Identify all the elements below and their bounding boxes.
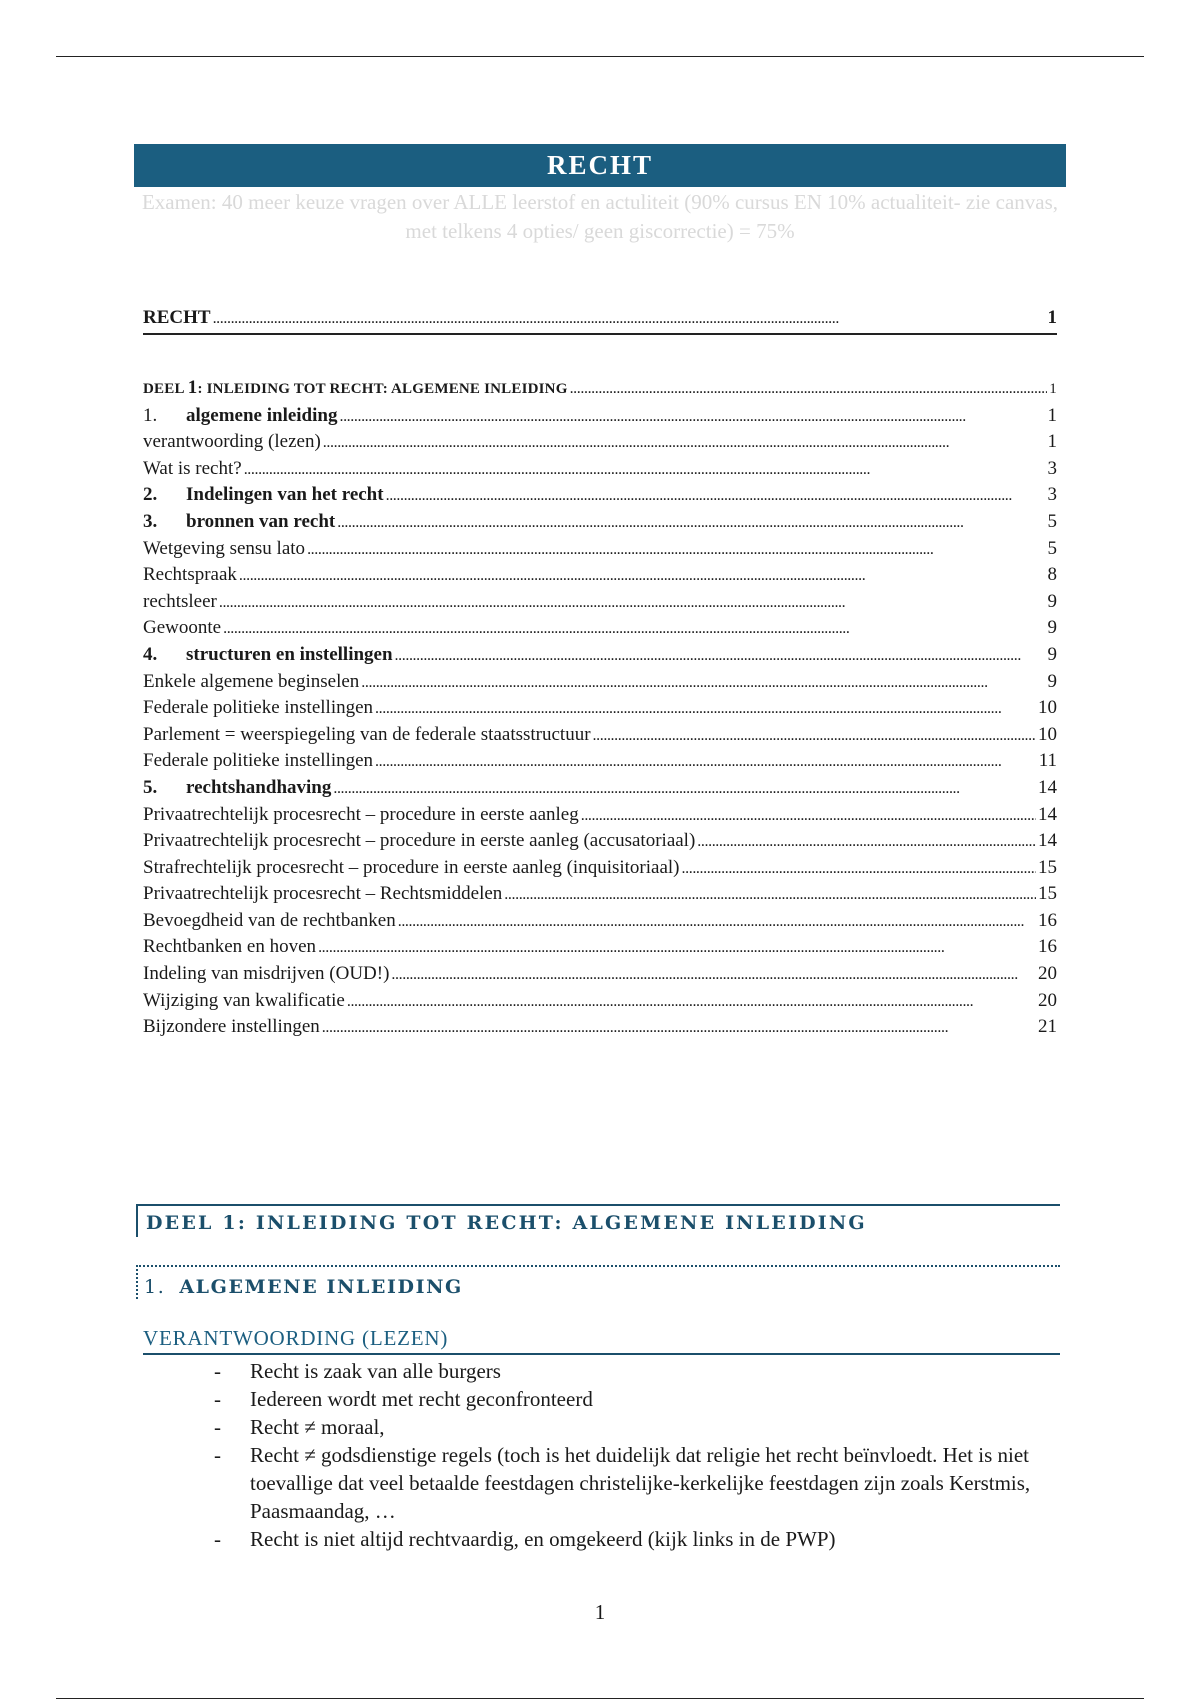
toc-leader: [347, 988, 1036, 1015]
toc-leader: [333, 775, 1036, 802]
bullet-text: Recht is zaak van alle burgers: [250, 1359, 501, 1383]
toc-entry-label: Federale politieke instellingen: [143, 750, 374, 772]
toc-entry-label: Rechtspraak: [143, 564, 237, 586]
toc-entry[interactable]: [143, 855, 1057, 882]
exam-note: Examen: 40 meer keuze vragen over ALLE leerstof en actuliteit (90% cursus EN 10% actualiteit- zie canvas, met telkens 4 opties/ geen giscorrectie) = 75%: [141, 190, 1059, 243]
toc-entry-label: verantwoording (lezen): [143, 431, 321, 453]
toc-entry-page: 9: [1047, 590, 1057, 612]
list-item: [210, 1413, 1065, 1441]
toc-entry[interactable]: [143, 642, 1057, 669]
toc-part-label: [143, 375, 568, 403]
toc-leader: [570, 376, 1048, 403]
toc-leader: [223, 615, 1045, 642]
toc-leader: [318, 934, 1036, 961]
toc-list: [143, 375, 1057, 1041]
toc-entry[interactable]: [143, 934, 1057, 961]
toc-entry-page: 5: [1047, 510, 1057, 532]
chapter-title: ALGEMENE INLEIDING: [179, 1276, 463, 1298]
toc-entry-page: 21: [1038, 1016, 1057, 1038]
toc-entry-page: 11: [1038, 750, 1057, 772]
toc-entry-label: Bevoegdheid van de rechtbanken: [143, 909, 396, 931]
toc-leader: [213, 306, 1046, 331]
bullet-marker: -: [214, 1359, 221, 1383]
toc-entry[interactable]: [143, 589, 1057, 616]
bullet-marker: -: [214, 1387, 221, 1411]
list-item: [210, 1385, 1065, 1413]
toc-entry[interactable]: [143, 961, 1057, 988]
bullet-text: Recht ≠ godsdienstige regels (toch is het duidelijk dat religie het recht beïnvloedt. Het is niet toevallige dat veel betaalde feestdagen christelijke-kerkelijke feestdagen zijn zoals Kerstmis, Paasmaandag, …: [250, 1443, 1031, 1523]
toc-entry-page: 5: [1047, 537, 1057, 559]
toc-entry[interactable]: [143, 988, 1057, 1015]
toc-part-title: : INLEIDING TOT RECHT: ALGEMENE INLEIDING: [197, 381, 568, 397]
toc-entry[interactable]: [143, 403, 1057, 430]
toc-leader: [504, 881, 1036, 908]
toc-entry-page: 16: [1038, 936, 1057, 958]
part-heading: DEEL 1: INLEIDING TOT RECHT: ALGEMENE INLEIDING: [136, 1204, 1060, 1237]
bottom-rule: [56, 1698, 1144, 1699]
chapter-number: 1.: [144, 1276, 166, 1298]
toc-entry-page: 15: [1038, 856, 1057, 878]
toc-entry-label: Privaatrechtelijk procesrecht – procedure in eerste aanleg: [143, 803, 579, 825]
toc-entry[interactable]: [143, 908, 1057, 935]
toc-leader: [244, 456, 1046, 483]
toc-entry-page: 8: [1047, 564, 1057, 586]
toc-entry-label: bronnen van recht: [186, 510, 336, 532]
toc-entry-number: 5.: [143, 776, 158, 798]
toc-entry-label: Wijziging van kwalificatie: [143, 989, 345, 1011]
section-heading: VERANTWOORDING (LEZEN): [143, 1326, 1060, 1355]
bullet-marker: -: [214, 1527, 221, 1551]
toc-entry-label: Wetgeving sensu lato: [143, 537, 306, 559]
toc-main-page: 1: [1047, 307, 1057, 328]
table-of-contents: [143, 306, 1057, 1041]
top-rule: [56, 56, 1144, 57]
toc-entry-page: 1: [1047, 404, 1057, 426]
document-title: RECHT: [134, 144, 1066, 187]
toc-entry-number: 4.: [143, 643, 158, 665]
toc-leader: [386, 482, 1046, 509]
toc-part-entry[interactable]: [143, 375, 1057, 403]
toc-leader: [375, 695, 1036, 722]
toc-entry[interactable]: [143, 722, 1057, 749]
toc-entry[interactable]: [143, 562, 1057, 589]
toc-entry-page: 14: [1038, 830, 1057, 852]
toc-entry-label: structuren en instellingen: [186, 643, 393, 665]
toc-part-digit: 1: [187, 377, 198, 398]
toc-entry[interactable]: [143, 509, 1057, 536]
toc-leader: [307, 536, 1045, 563]
toc-entry[interactable]: [143, 669, 1057, 696]
bullet-marker: -: [214, 1415, 221, 1439]
toc-entry-page: 3: [1047, 484, 1057, 506]
list-item: [210, 1357, 1065, 1385]
toc-leader: [593, 722, 1036, 749]
toc-leader: [697, 828, 1036, 855]
toc-entry-number: 1.: [143, 404, 158, 426]
toc-main-entry[interactable]: [143, 306, 1057, 335]
toc-part-page: 1: [1049, 381, 1057, 397]
bullet-text: Recht ≠ moraal,: [250, 1415, 385, 1439]
toc-entry-label: rechtsleer: [143, 590, 217, 612]
toc-entry-label: Enkele algemene beginselen: [143, 670, 360, 692]
list-item: [210, 1441, 1065, 1525]
toc-leader: [323, 429, 1046, 456]
toc-leader: [337, 509, 1045, 536]
toc-entry-label: Parlement = weerspiegeling van de federale staatsstructuur: [143, 723, 591, 745]
toc-entry-page: 14: [1038, 776, 1057, 798]
toc-entry[interactable]: [143, 695, 1057, 722]
page-number: 1: [594, 1600, 606, 1624]
toc-entry[interactable]: [143, 748, 1057, 775]
toc-entry-label: rechtshandhaving: [186, 776, 332, 798]
toc-entry[interactable]: [143, 1014, 1057, 1041]
toc-entry-label: Indelingen van het recht: [186, 484, 384, 506]
toc-entry-page: 10: [1038, 697, 1057, 719]
toc-entry-page: 3: [1047, 457, 1057, 479]
toc-entry-page: 10: [1038, 723, 1057, 745]
toc-entry-page: 14: [1038, 803, 1057, 825]
toc-leader: [239, 562, 1046, 589]
toc-entry[interactable]: [143, 482, 1057, 509]
toc-entry-page: 9: [1047, 670, 1057, 692]
bullet-text: Iedereen wordt met recht geconfronteerd: [250, 1387, 593, 1411]
toc-entry-page: 20: [1038, 989, 1057, 1011]
toc-entry[interactable]: [143, 802, 1057, 829]
chapter-heading: [136, 1265, 1060, 1299]
toc-entry-label: Wat is recht?: [143, 457, 242, 479]
bullet-text: Recht is niet altijd rechtvaardig, en omgekeerd (kijk links in de PWP): [250, 1527, 836, 1551]
toc-part-prefix: DEEL: [143, 381, 188, 397]
toc-leader: [395, 642, 1046, 669]
toc-leader: [361, 669, 1045, 696]
toc-entry-label: Strafrechtelijk procesrecht – procedure in eerste aanleg (inquisitoriaal): [143, 856, 680, 878]
toc-entry-label: algemene inleiding: [186, 404, 338, 426]
toc-entry-page: 9: [1047, 643, 1057, 665]
toc-main-label: RECHT: [143, 307, 211, 328]
toc-leader: [322, 1014, 1036, 1041]
toc-entry[interactable]: [143, 456, 1057, 483]
toc-entry-page: 20: [1038, 963, 1057, 985]
toc-entry-page: 15: [1038, 883, 1057, 905]
toc-leader: [398, 908, 1036, 935]
toc-leader: [391, 961, 1036, 988]
toc-entry-label: Rechtbanken en hoven: [143, 936, 317, 958]
toc-entry-page: 9: [1047, 617, 1057, 639]
toc-entry[interactable]: [143, 615, 1057, 642]
toc-entry[interactable]: [143, 881, 1057, 908]
list-item: [210, 1525, 1065, 1553]
bullet-marker: -: [214, 1443, 221, 1467]
toc-entry-label: Gewoonte: [143, 617, 222, 639]
toc-entry-label: Privaatrechtelijk procesrecht – Rechtsmiddelen: [143, 883, 503, 905]
toc-leader: [375, 748, 1037, 775]
toc-entry[interactable]: [143, 536, 1057, 563]
toc-entry[interactable]: [143, 828, 1057, 855]
toc-leader: [339, 403, 1045, 430]
toc-leader: [682, 855, 1036, 882]
toc-entry-number: 3.: [143, 510, 158, 532]
toc-entry-label: Bijzondere instellingen: [143, 1016, 320, 1038]
toc-entry[interactable]: [143, 429, 1057, 456]
toc-entry-label: Federale politieke instellingen: [143, 697, 374, 719]
bullet-list: [210, 1357, 1065, 1553]
toc-leader: [219, 589, 1046, 616]
toc-entry-page: 1: [1047, 431, 1057, 453]
toc-entry-label: Indeling van misdrijven (OUD!): [143, 963, 390, 985]
toc-entry[interactable]: [143, 775, 1057, 802]
toc-entry-number: 2.: [143, 484, 158, 506]
toc-leader: [581, 802, 1036, 829]
toc-entry-label: Privaatrechtelijk procesrecht – procedure in eerste aanleg (accusatoriaal): [143, 830, 696, 852]
toc-entry-page: 16: [1038, 909, 1057, 931]
